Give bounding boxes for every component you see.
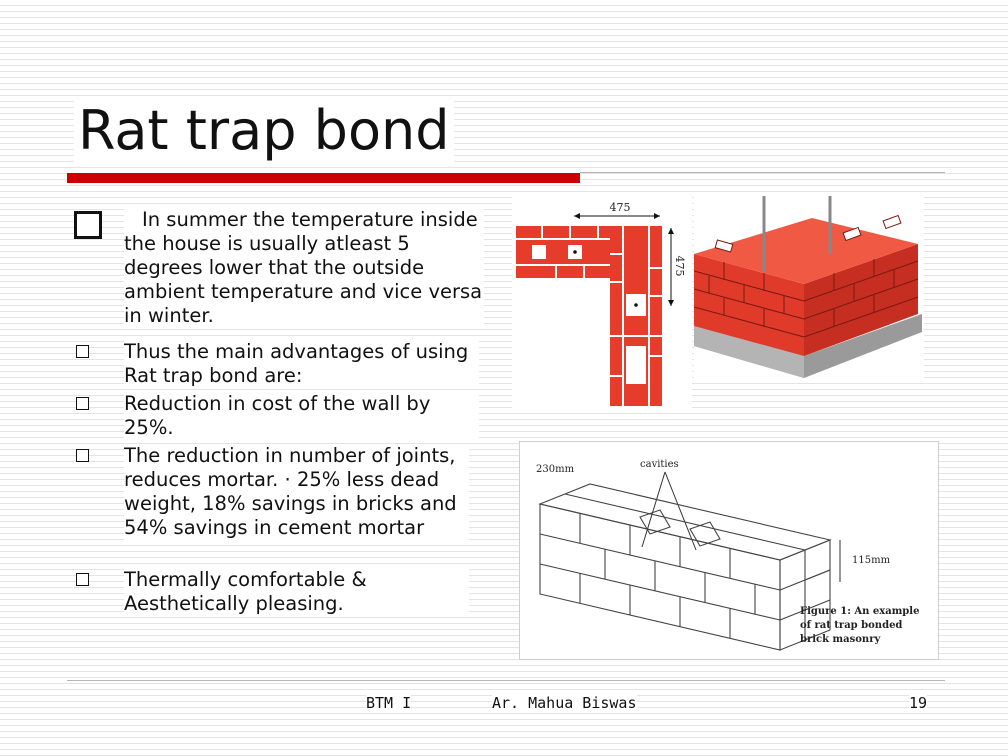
bullet-text: The reduction in number of joints, reduces mortar. · 25% less dead weight, 18% savings in bricks and 54% savings in cement mortar xyxy=(124,444,469,540)
square-bullet-icon xyxy=(76,345,89,358)
square-bullet-icon xyxy=(76,573,89,586)
width-label: 230mm xyxy=(536,464,575,475)
title-accent-bar xyxy=(67,173,580,183)
square-bullet-icon xyxy=(76,449,89,462)
plan-view-diagram xyxy=(512,196,692,410)
height-label: 115mm xyxy=(852,555,891,566)
footer-course: BTM I xyxy=(366,694,412,712)
rat-trap-wall-3d-illustration xyxy=(694,196,924,380)
square-bullet-icon xyxy=(74,211,102,239)
bullet-item xyxy=(70,208,490,340)
slide-title: Rat trap bond xyxy=(74,98,454,164)
footer-author: Ar. Mahua Biswas xyxy=(492,694,637,712)
square-bullet-icon xyxy=(76,397,89,410)
bullet-text: Thus the main advantages of using Rat trap bond are: xyxy=(124,340,479,388)
footer-divider xyxy=(67,680,945,681)
bullet-item xyxy=(70,392,490,444)
bullet-item xyxy=(70,444,490,568)
bullet-item xyxy=(70,568,490,620)
dimension-side-label: 475 xyxy=(673,255,686,277)
bullet-text: In summer the temperature inside the house is usually atleast 5 degrees lower that the outside ambient temperature and vice versa in winter. xyxy=(124,208,483,327)
bullet-text: Thermally comfortable & Aesthetically pleasing. xyxy=(124,568,469,616)
cavities-label: cavities xyxy=(640,459,679,470)
bullet-item xyxy=(70,340,490,392)
bullet-list xyxy=(70,208,490,620)
figure-rat-trap-sketch xyxy=(519,441,939,660)
page-number: 19 xyxy=(909,694,928,712)
bullet-text: Reduction in cost of the wall by 25%. xyxy=(124,392,479,440)
title-divider xyxy=(580,172,945,173)
figure-caption-line-1: Figure 1: An example xyxy=(800,606,920,617)
figure-caption-line-3: brick masonry xyxy=(800,634,881,645)
dimension-top-label: 475 xyxy=(609,201,631,214)
figure-caption-line-2: of rat trap bonded xyxy=(800,620,903,631)
